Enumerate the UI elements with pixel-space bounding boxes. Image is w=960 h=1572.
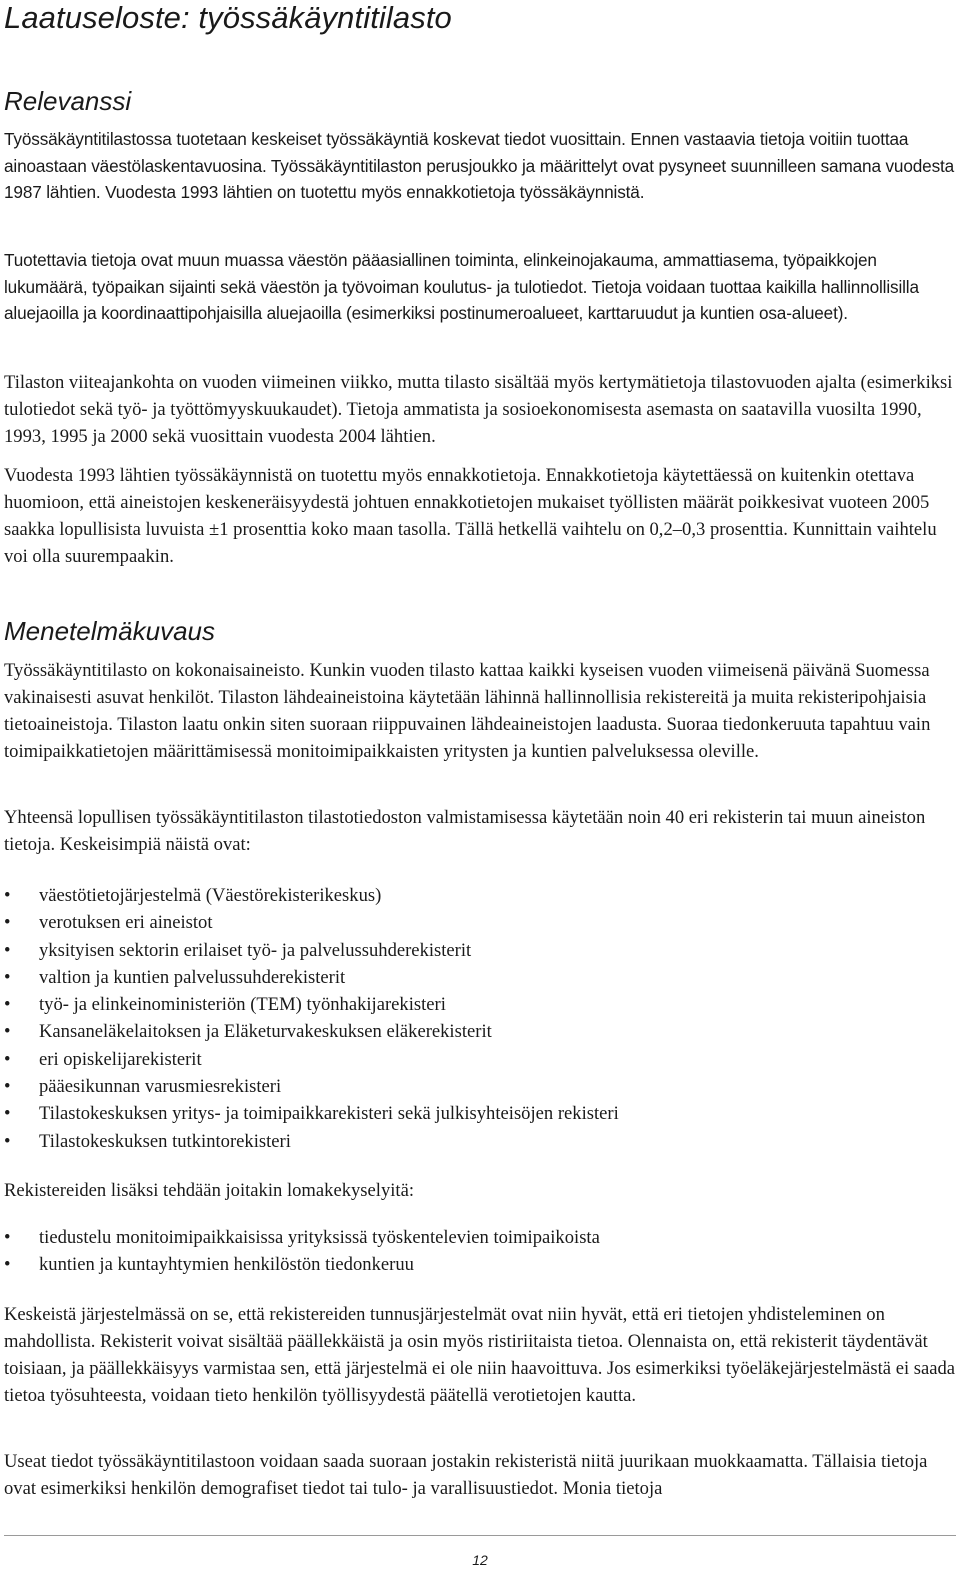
- paragraph-text: Tuotettavia tietoja ovat muun muassa väestön pääasiallinen toiminta, elinkeinojakauma, ammattiasema, työpaikkojen lukumäärä, työpaikan sijainti sekä väestön ja työvoiman koulutus- ja tulotiedot. Tietoja voidaan tuottaa kaikilla hallinnollisilla aluejaoilla ja koordinaattipohjaisilla aluejaoilla (esimerkiksi postinumeroalueet, karttaruudut ja kuntien osa-alueet).: [4, 250, 919, 323]
- list-item: [4, 991, 956, 1018]
- menetelma-closing-paragraph-2: [4, 1448, 956, 1502]
- bullet-icon: •: [4, 1021, 11, 1043]
- page-number: 12: [472, 1552, 488, 1568]
- paragraph-text: Työssäkäyntitilasto on kokonaisaineisto. Kunkin vuoden tilasto kattaa kaikki kyseisen vuoden viimeisenä päivänä Suomessa vakinaisesti asuvat henkilöt. Tilaston lähdeaineistoina käytetään lähinnä hallinnollisia rekistereitä ja muita rekisteripohjaisia tietoaineistoja. Tilaston laatu onkin siten suoraan riippuvainen lähdeaineistojen laadusta. Suoraa tiedonkeruuta tapahtuu vain toimipaikkatietojen määrittämisessä monitoimipaikkaisten yritysten ja kuntien palveluksessa oleville.: [4, 660, 931, 762]
- list-item-text: Kansaneläkelaitoksen ja Eläketurvakeskuksen eläkerekisterit: [39, 1021, 492, 1043]
- bullet-icon: •: [4, 885, 11, 906]
- list-item: [4, 882, 956, 909]
- list-item: [4, 1046, 956, 1073]
- bullet-icon: •: [4, 966, 11, 988]
- paragraph-text: Tilaston viiteajankohta on vuoden viimeinen viikko, mutta tilasto sisältää myös kertymätietoja tilastovuoden ajalta (esimerkiksi tulotiedot sekä työ- ja työttömyyskuukaudet). Tietoja ammatista ja sosioekonomisesta asemasta on saatavilla vuosilta 1990, 1993, 1995 ja 2000 sekä vuosittain vuodesta 2004 lähtien.: [4, 372, 953, 447]
- list-item: [4, 964, 956, 991]
- list-item: [4, 909, 956, 936]
- bullet-icon: •: [4, 1254, 11, 1276]
- bullet-icon: •: [4, 1103, 11, 1125]
- list-item-text: työ- ja elinkeinoministeriön (TEM) työnhakijarekisteri: [39, 994, 446, 1016]
- paragraph-text: Keskeistä järjestelmässä on se, että rekistereiden tunnusjärjestelmät ovat niin hyvät, että eri tietojen yhdisteleminen on mahdollista. Rekisterit voivat sisältää päällekkäistä ja osin myös ristiriitaista tietoa. Olennaista on, että rekisterit täydentävät toisiaan, ja päällekkäisyys varmistaa sen, että järjestelmä ei ole niin haavoittuva. Jos esimerkiksi työeläkejärjestelmästä ei saada tietoa työsuhteesta, voidaan tieto henkilön työllisyydestä päätellä verotietojen kautta.: [4, 1304, 956, 1406]
- list-item-text: väestötietojärjestelmä (Väestörekisterikeskus): [39, 885, 382, 906]
- list-item-text: verotuksen eri aineistot: [39, 912, 213, 934]
- survey-list: [4, 1224, 956, 1279]
- menetelma-paragraph-1: [4, 657, 956, 765]
- section-heading-menetelmakuvaus: Menetelmäkuvaus: [4, 616, 215, 646]
- list-item: [4, 1224, 956, 1251]
- list-item-text: tiedustelu monitoimipaikkaisissa yrityksissä työskentelevien toimipaikoista: [39, 1227, 600, 1248]
- bullet-icon: •: [4, 939, 11, 961]
- bullet-icon: •: [4, 994, 11, 1016]
- list-item-text: yksityisen sektorin erilaiset työ- ja palvelussuhderekisterit: [39, 939, 472, 961]
- paragraph-text: Työssäkäyntitilastossa tuotetaan keskeiset työssäkäyntiä koskevat tiedot vuosittain. Ennen vastaavia tietoja voitiin tuottaa ainoastaan väestölaskentavuosina. Työssäkäyntitilaston perusjoukko ja määrittelyt ovat pysyneet suunnilleen samana vuodesta 1987 lähtien. Vuodesta 1993 lähtien on tuotettu myös ennakkotietoja työssäkäynnistä.: [4, 129, 955, 202]
- list-item: [4, 1100, 956, 1127]
- surveys-intro: [4, 1177, 956, 1204]
- register-list: [4, 882, 956, 1155]
- menetelma-paragraph-2: [4, 804, 956, 858]
- list-item-text: valtion ja kuntien palvelussuhderekisterit: [39, 966, 346, 988]
- bullet-icon: •: [4, 1130, 11, 1152]
- list-item-text: Tilastokeskuksen tutkintorekisteri: [39, 1130, 291, 1152]
- list-item-text: eri opiskelijarekisterit: [39, 1048, 202, 1070]
- paragraph-text: Yhteensä lopullisen työssäkäyntitilaston tilastotiedoston valmistamisessa käytetään noin 40 eri rekisterin tai muun aineiston tietoja. Keskeisimpiä näistä ovat:: [4, 807, 926, 855]
- bullet-icon: •: [4, 1227, 11, 1248]
- document-title: Laatuseloste: työssäkäyntitilasto: [4, 0, 452, 35]
- list-item-text: Tilastokeskuksen yritys- ja toimipaikkarekisteri sekä julkisyhteisöjen rekisteri: [39, 1103, 619, 1125]
- footer-divider: [4, 1535, 956, 1536]
- list-item: [4, 1128, 956, 1155]
- list-item: [4, 1073, 956, 1100]
- relevanssi-paragraph-2: [4, 247, 956, 327]
- paragraph-text: Useat tiedot työssäkäyntitilastoon voidaan saada suoraan jostakin rekisteristä niitä juurikaan muokkaamatta. Tällaisia tietoja ovat esimerkiksi henkilön demografiset tiedot tai tulo- ja varallisuustiedot. Monia tietoja: [4, 1451, 928, 1499]
- relevanssi-paragraph-3: [4, 369, 956, 450]
- list-item-text: kuntien ja kuntayhtymien henkilöstön tiedonkeruu: [39, 1254, 414, 1276]
- menetelma-closing-paragraph-1: [4, 1301, 956, 1409]
- paragraph-text: Vuodesta 1993 lähtien työssäkäynnistä on tuotettu myös ennakkotietoja. Ennakkotietoja käytettäessä on kuitenkin otettava huomioon, että aineistojen keskeneräisyydestä johtuen ennakkotietojen mukaiset työllisten määrät poikkesivat vuoteen 2005 saakka lopullisista luvuista ±1 prosenttia koko maan tasolla. Tällä hetkellä vaihtelu on 0,2–0,3 prosenttia. Kunnittain vaihtelu voi olla suurempaakin.: [4, 465, 937, 567]
- paragraph-text: Rekistereiden lisäksi tehdään joitakin lomakekyselyitä:: [4, 1180, 414, 1201]
- bullet-icon: •: [4, 1048, 11, 1070]
- section-heading-relevanssi: Relevanssi: [4, 86, 132, 116]
- list-item: [4, 937, 956, 964]
- list-item: [4, 1251, 956, 1278]
- relevanssi-paragraph-4: [4, 462, 956, 570]
- list-item: [4, 1018, 956, 1045]
- bullet-icon: •: [4, 1076, 11, 1098]
- list-item-text: pääesikunnan varusmiesrekisteri: [39, 1076, 282, 1098]
- bullet-icon: •: [4, 912, 11, 934]
- relevanssi-paragraph-1: [4, 126, 956, 206]
